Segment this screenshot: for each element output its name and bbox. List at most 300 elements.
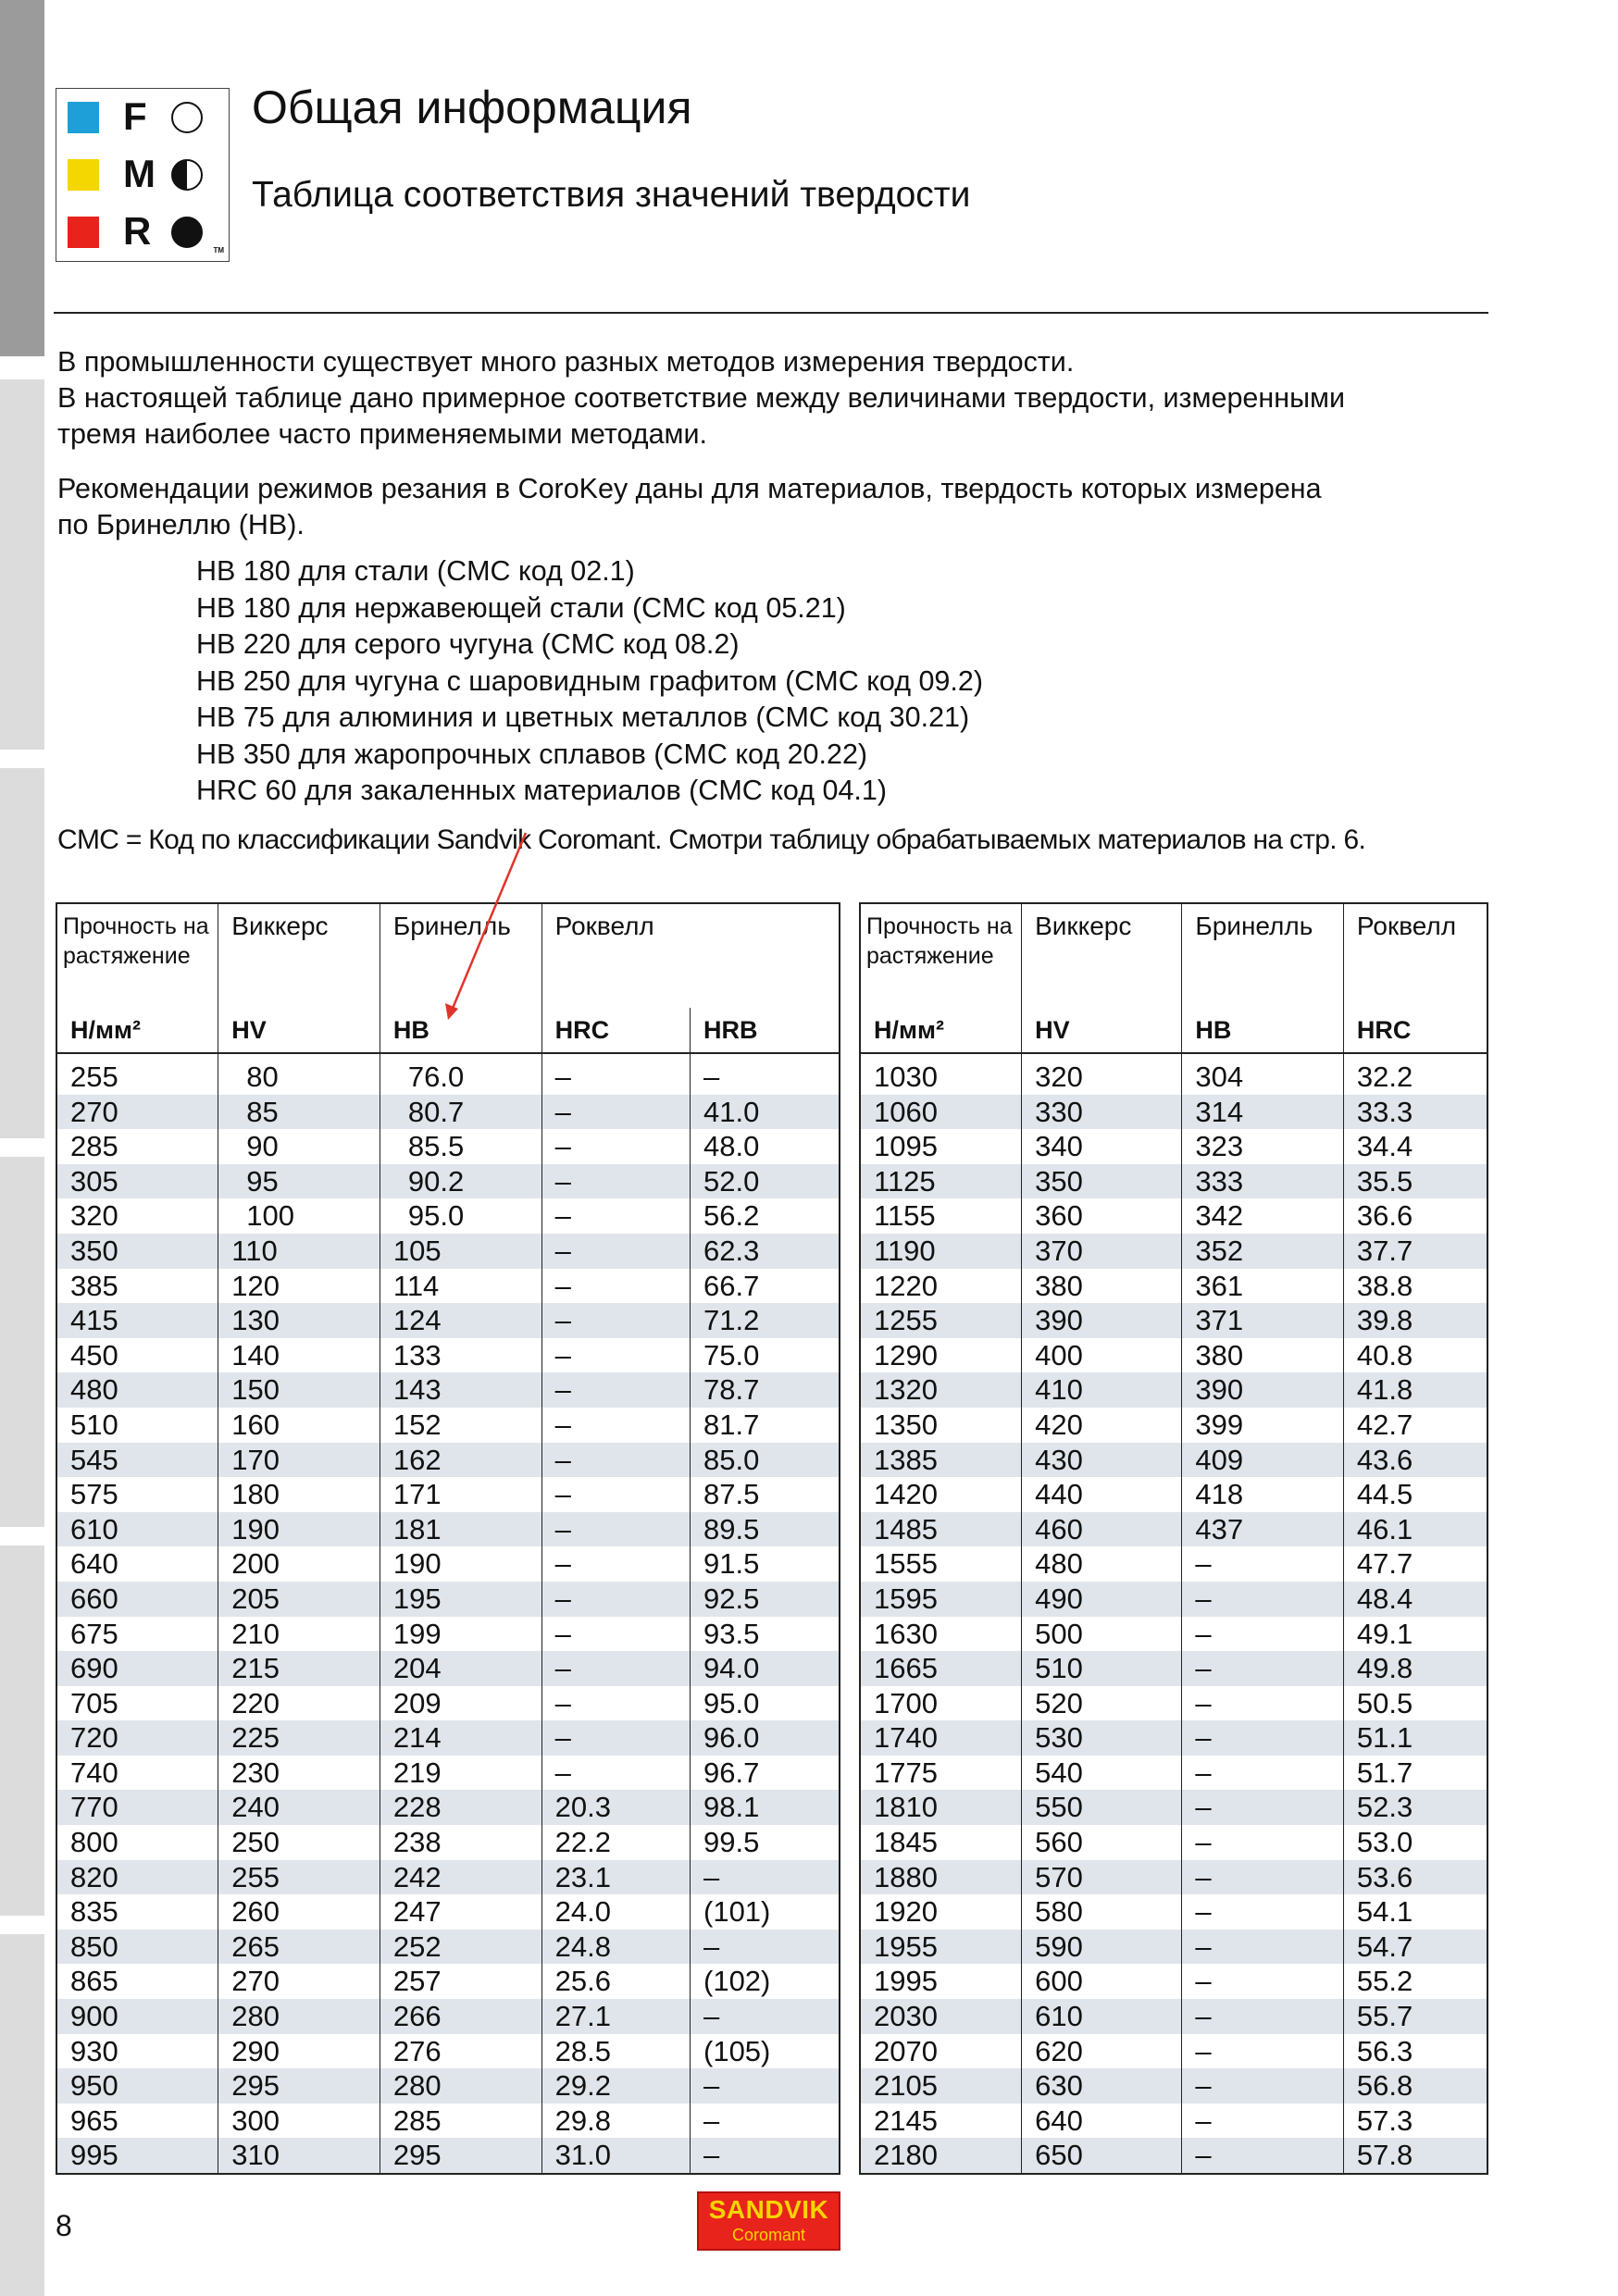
table-cell: 320: [70, 1199, 118, 1233]
table-cell: 100: [218, 1198, 380, 1234]
table-cell: 22.2: [541, 1825, 690, 1860]
table-cell: 620: [1022, 2034, 1182, 2069]
table-cell: 1255: [860, 1303, 1022, 1338]
header-vickers: Виккерс: [1022, 903, 1182, 1008]
table-cell: 255: [218, 1860, 380, 1895]
unit-header: HRC: [1343, 1008, 1487, 1053]
table-cell: 2070: [874, 2034, 938, 2067]
table-cell: –: [1182, 1894, 1344, 1930]
table-cell: 20.3: [541, 1790, 690, 1825]
table-cell: 52.0: [691, 1164, 840, 1199]
trademark-mark: TM: [213, 246, 224, 254]
table-cell: 2180: [860, 2138, 1022, 2174]
table-cell: 114: [380, 1269, 541, 1304]
table-cell: 705: [70, 1686, 118, 1719]
table-cell: –: [541, 1686, 690, 1721]
table-cell: 820: [56, 1860, 218, 1895]
table-cell: –: [541, 1234, 690, 1269]
table-cell: 371: [1182, 1303, 1344, 1338]
table-cell: 1190: [860, 1234, 1022, 1269]
table-cell: 53.6: [1343, 1860, 1487, 1895]
table-cell: 350: [56, 1234, 218, 1269]
table-cell: 720: [56, 1720, 218, 1756]
header-brinell: Бринелль: [1182, 903, 1344, 1008]
table-cell: –: [1182, 2138, 1344, 2174]
table-cell: 770: [56, 1790, 218, 1825]
table-cell: 190: [218, 1512, 380, 1547]
table-cell: 78.7: [691, 1372, 840, 1408]
table-cell: 52.3: [1343, 1790, 1487, 1825]
table-cell: 49.8: [1343, 1651, 1487, 1686]
table-cell: –: [1182, 1825, 1344, 1860]
table-cell: 330: [1022, 1095, 1182, 1130]
table-cell: 31.0: [541, 2138, 690, 2174]
table-cell: 56.8: [1343, 2068, 1487, 2104]
table-cell: 42.7: [1343, 1408, 1487, 1443]
table-cell: –: [541, 1164, 690, 1199]
table-cell: –: [691, 1999, 840, 2034]
table-cell: 110: [218, 1234, 380, 1269]
unit-header: HB: [1182, 1008, 1344, 1053]
table-cell: 53.0: [1343, 1825, 1487, 1860]
table-cell: 740: [70, 1756, 118, 1789]
table-cell: 285: [70, 1130, 118, 1163]
table-cell: 1290: [874, 1338, 938, 1371]
table-cell: 170: [218, 1443, 380, 1478]
table-cell: 27.1: [541, 1999, 690, 2034]
table-cell: 418: [1182, 1477, 1344, 1512]
table-cell: 300: [218, 2104, 380, 2139]
header-tensile: Прочность на растяжение: [866, 913, 1013, 969]
table-cell: –: [541, 1129, 690, 1164]
table-cell: 660: [56, 1582, 218, 1617]
table-cell: 204: [380, 1651, 541, 1686]
table-cell: 305: [56, 1164, 218, 1199]
unit-header: HRB: [691, 1008, 840, 1053]
table-cell: 450: [70, 1338, 118, 1371]
unit-header: Н/мм²: [56, 1008, 218, 1053]
table-cell: 200: [218, 1546, 380, 1582]
table-cell: 440: [1022, 1477, 1182, 1512]
table-cell: 33.3: [1343, 1095, 1487, 1130]
table-cell: 51.1: [1343, 1720, 1487, 1756]
cmc-list-item: HB 180 для нержавеющей стали (CMC код 05.21): [196, 591, 846, 624]
table-cell: –: [541, 1756, 690, 1791]
table-cell: 430: [1022, 1443, 1182, 1478]
table-cell: 54.7: [1343, 1930, 1487, 1965]
table-cell: 560: [1022, 1825, 1182, 1860]
table-cell: 580: [1022, 1894, 1182, 1930]
intro-line: В промышленности существует много разных методов измерения твердости.: [57, 346, 1075, 378]
table-cell: 850: [56, 1930, 218, 1965]
table-cell: 1995: [874, 1965, 938, 1998]
table-cell: 323: [1182, 1129, 1344, 1164]
table-cell: 1955: [860, 1930, 1022, 1965]
table-cell: 41.8: [1343, 1372, 1487, 1408]
header-rockwell: Роквелл: [541, 903, 840, 1008]
table-cell: 85.0: [691, 1443, 840, 1478]
table-cell: 140: [218, 1338, 380, 1373]
table-cell: 55.7: [1343, 1999, 1487, 2034]
table-cell: 350: [1022, 1164, 1182, 1199]
table-cell: 1060: [860, 1095, 1022, 1130]
table-cell: 1920: [874, 1895, 938, 1929]
table-cell: 23.1: [541, 1860, 690, 1895]
table-cell: –: [691, 2104, 840, 2139]
table-cell: 81.7: [691, 1408, 840, 1443]
table-cell: 400: [1022, 1338, 1182, 1373]
page-number: 8: [56, 2209, 72, 2242]
unit-header: HV: [1022, 1008, 1182, 1053]
table-cell: 92.5: [691, 1582, 840, 1617]
table-cell: 1485: [860, 1512, 1022, 1547]
table-cell: 675: [70, 1617, 118, 1650]
table-cell: 87.5: [691, 1477, 840, 1512]
table-cell: 650: [1022, 2138, 1182, 2174]
table-cell: 280: [218, 1999, 380, 2034]
table-cell: 40.8: [1343, 1338, 1487, 1373]
cmc-list-item: HB 250 для чугуна с шаровидным графитом (CMC код 09.2): [196, 664, 983, 697]
table-cell: 410: [1022, 1372, 1182, 1408]
table-cell: 96.0: [691, 1720, 840, 1756]
table-cell: –: [1182, 1999, 1344, 2034]
table-cell: 270: [56, 1095, 218, 1130]
table-cell: 90.2: [380, 1164, 541, 1199]
table-cell: –: [691, 1860, 840, 1895]
cmc-list-item: HB 220 для серого чугуна (CMC код 08.2): [196, 628, 740, 660]
table-cell: 270: [218, 1964, 380, 1999]
header-rockwell: Роквелл: [1343, 903, 1487, 1008]
table-cell: 530: [1022, 1720, 1182, 1756]
page-subtitle: Таблица соответствия значений твердости: [252, 175, 971, 215]
table-cell: 2030: [860, 1999, 1022, 2034]
table-cell: –: [1182, 2104, 1344, 2139]
table-cell: 143: [380, 1372, 541, 1408]
table-cell: 950: [56, 2068, 218, 2104]
table-cell: 600: [1022, 1964, 1182, 1999]
table-cell: 181: [380, 1512, 541, 1547]
table-cell: –: [541, 1338, 690, 1373]
cmc-footnote: CMC = Код по классификации Sandvik Coromant. Смотри таблицу обрабатываемых материалов на стр. 6.: [57, 825, 1366, 855]
table-cell: 44.5: [1343, 1477, 1487, 1512]
table-cell: 210: [218, 1617, 380, 1652]
table-cell: 95.0: [691, 1686, 840, 1721]
table-cell: 50.5: [1343, 1686, 1487, 1721]
table-cell: –: [541, 1546, 690, 1582]
table-cell: 47.7: [1343, 1546, 1487, 1582]
table-cell: 1555: [874, 1547, 938, 1581]
table-cell: 150: [218, 1372, 380, 1408]
table-cell: 91.5: [691, 1546, 840, 1582]
table-cell: 1155: [874, 1199, 936, 1233]
table-cell: 214: [380, 1720, 541, 1756]
table-cell: 24.8: [541, 1930, 690, 1965]
table-cell: 360: [1022, 1198, 1182, 1234]
table-cell: 48.4: [1343, 1582, 1487, 1617]
table-cell: 415: [56, 1303, 218, 1338]
table-cell: 209: [380, 1686, 541, 1721]
table-cell: –: [1182, 1686, 1344, 1721]
table-cell: 1420: [874, 1478, 938, 1511]
table-cell: 1740: [860, 1720, 1022, 1756]
table-cell: 965: [70, 2104, 118, 2137]
table-cell: (101): [691, 1894, 840, 1930]
table-cell: –: [1182, 1582, 1344, 1617]
table-cell: 57.3: [1343, 2104, 1487, 2139]
table-cell: 105: [380, 1234, 541, 1269]
intro-line: В настоящей таблице дано примерное соответствие между величинами твердости, измеренными: [57, 382, 1346, 414]
table-cell: 95: [218, 1164, 380, 1199]
table-cell: –: [541, 1477, 690, 1512]
table-cell: 340: [1022, 1129, 1182, 1164]
table-cell: 98.1: [691, 1790, 840, 1825]
table-cell: –: [541, 1617, 690, 1652]
table-cell: 1350: [874, 1408, 938, 1441]
table-cell: 420: [1022, 1408, 1182, 1443]
table-cell: 199: [380, 1617, 541, 1652]
table-cell: 95.0: [380, 1198, 541, 1234]
table-cell: 85: [218, 1095, 380, 1130]
table-cell: 545: [56, 1443, 218, 1478]
table-cell: –: [1182, 1964, 1344, 1999]
table-cell: 85.5: [380, 1129, 541, 1164]
table-cell: 1095: [874, 1130, 938, 1163]
table-cell: –: [541, 1408, 690, 1443]
table-cell: –: [1182, 2034, 1344, 2069]
table-cell: 51.7: [1343, 1756, 1487, 1791]
table-cell: 80: [218, 1053, 380, 1095]
table-cell: 295: [380, 2138, 541, 2174]
table-cell: 510: [1022, 1651, 1182, 1686]
table-cell: 220: [218, 1686, 380, 1721]
table-cell: 80.7: [380, 1095, 541, 1130]
table-cell: 28.5: [541, 2034, 690, 2069]
table-cell: 280: [380, 2068, 541, 2104]
table-cell: 75.0: [691, 1338, 840, 1373]
table-cell: –: [541, 1095, 690, 1130]
table-cell: –: [1182, 1546, 1344, 1582]
table-cell: 230: [218, 1756, 380, 1791]
table-cell: 93.5: [691, 1617, 840, 1652]
table-cell: 43.6: [1343, 1443, 1487, 1478]
table-cell: 630: [1022, 2068, 1182, 2104]
table-cell: 48.0: [691, 1129, 840, 1164]
logo-letter: R: [123, 209, 152, 253]
table-cell: 285: [380, 2104, 541, 2139]
table-cell: 90: [218, 1129, 380, 1164]
table-cell: 56.2: [691, 1198, 840, 1234]
table-cell: –: [691, 2138, 840, 2174]
table-cell: 800: [70, 1826, 118, 1859]
sandvik-coromant-logo: [697, 2191, 840, 2251]
table-cell: 460: [1022, 1512, 1182, 1547]
table-cell: –: [1182, 1651, 1344, 1686]
table-cell: 640: [70, 1547, 118, 1581]
table-cell: 99.5: [691, 1825, 840, 1860]
table-cell: 225: [218, 1720, 380, 1756]
table-cell: 255: [70, 1061, 118, 1093]
table-cell: 930: [70, 2034, 118, 2067]
table-cell: 380: [1182, 1338, 1344, 1373]
table-cell: 56.3: [1343, 2034, 1487, 2069]
table-cell: 480: [56, 1372, 218, 1408]
table-cell: 385: [70, 1269, 118, 1302]
table-cell: 120: [218, 1269, 380, 1304]
table-cell: 1595: [860, 1582, 1022, 1617]
table-cell: 96.7: [691, 1756, 840, 1791]
table-cell: 76.0: [380, 1053, 541, 1095]
table-cell: 24.0: [541, 1894, 690, 1930]
table-cell: 195: [380, 1582, 541, 1617]
table-cell: –: [541, 1372, 690, 1408]
table-cell: 247: [380, 1894, 541, 1930]
table-cell: 1320: [860, 1372, 1022, 1408]
header-tensile: Прочность на растяжение: [63, 913, 209, 969]
table-cell: 54.1: [1343, 1894, 1487, 1930]
logo-letter: F: [123, 94, 147, 138]
table-cell: 25.6: [541, 1964, 690, 1999]
table-cell: 690: [56, 1651, 218, 1686]
table-cell: 370: [1022, 1234, 1182, 1269]
table-cell: 130: [218, 1303, 380, 1338]
table-cell: 124: [380, 1303, 541, 1338]
table-cell: –: [541, 1720, 690, 1756]
cmc-list-item: HRC 60 для закаленных материалов (CMC код 04.1): [196, 775, 887, 806]
table-cell: 550: [1022, 1790, 1182, 1825]
table-cell: 314: [1182, 1095, 1344, 1130]
table-cell: 835: [70, 1895, 118, 1929]
table-cell: 361: [1182, 1269, 1344, 1304]
unit-header: HB: [380, 1008, 541, 1053]
page-title: Общая информация: [252, 81, 692, 133]
table-cell: –: [541, 1269, 690, 1304]
table-cell: –: [541, 1443, 690, 1478]
table-cell: 570: [1022, 1860, 1182, 1895]
table-cell: 162: [380, 1443, 541, 1478]
table-cell: –: [1182, 1617, 1344, 1652]
table-cell: 1125: [860, 1164, 1022, 1199]
table-cell: –: [541, 1198, 690, 1234]
table-cell: 46.1: [1343, 1512, 1487, 1547]
table-cell: 205: [218, 1582, 380, 1617]
table-cell: –: [541, 1651, 690, 1686]
table-cell: –: [541, 1303, 690, 1338]
cmc-list-item: HB 350 для жаропрочных сплавов (CMC код 20.22): [196, 738, 868, 770]
unit-header: HRC: [541, 1008, 690, 1053]
table-cell: 295: [218, 2068, 380, 2104]
table-cell: –: [541, 1512, 690, 1547]
table-cell: (105): [691, 2034, 840, 2069]
table-cell: 171: [380, 1477, 541, 1512]
table-cell: 250: [218, 1825, 380, 1860]
table-cell: 41.0: [691, 1095, 840, 1130]
table-cell: –: [691, 1053, 840, 1095]
table-cell: 590: [1022, 1930, 1182, 1965]
table-cell: 510: [70, 1408, 118, 1441]
table-cell: 490: [1022, 1582, 1182, 1617]
table-cell: 257: [380, 1964, 541, 1999]
arrow-line: [452, 833, 526, 1011]
table-cell: 38.8: [1343, 1269, 1487, 1304]
table-cell: 228: [380, 1790, 541, 1825]
table-cell: 1775: [874, 1756, 938, 1789]
table-cell: 437: [1182, 1512, 1344, 1547]
table-cell: 89.5: [691, 1512, 840, 1547]
table-cell: 276: [380, 2034, 541, 2069]
table-cell: 1630: [874, 1617, 938, 1650]
table-cell: –: [541, 1582, 690, 1617]
table-cell: 575: [70, 1478, 118, 1511]
table-cell: 29.8: [541, 2104, 690, 2139]
cmc-list-item: HB 75 для алюминия и цветных металлов (CMC код 30.21): [196, 701, 970, 733]
table-cell: 995: [56, 2138, 218, 2174]
table-cell: 266: [380, 1999, 541, 2034]
table-cell: 2145: [874, 2104, 938, 2137]
table-cell: –: [1182, 1930, 1344, 1965]
table-cell: 39.8: [1343, 1303, 1487, 1338]
table-cell: 242: [380, 1860, 541, 1895]
table-cell: 399: [1182, 1408, 1344, 1443]
cmc-list-item: HB 180 для стали (CMC код 02.1): [196, 555, 635, 587]
table-cell: 36.6: [1343, 1198, 1487, 1234]
table-cell: –: [1182, 1790, 1344, 1825]
table-cell: –: [691, 1930, 840, 1965]
table-cell: 35.5: [1343, 1164, 1487, 1199]
table-cell: 610: [1022, 1999, 1182, 2034]
table-cell: 160: [218, 1408, 380, 1443]
table-cell: 34.4: [1343, 1129, 1487, 1164]
table-cell: 500: [1022, 1617, 1182, 1652]
table-cell: 94.0: [691, 1651, 840, 1686]
table-cell: 1220: [874, 1269, 938, 1302]
table-cell: –: [1182, 1860, 1344, 1895]
table-cell: 1810: [860, 1790, 1022, 1825]
brand-name: SANDVIK: [708, 2195, 829, 2224]
table-cell: 62.3: [691, 1234, 840, 1269]
table-cell: 215: [218, 1651, 380, 1686]
table-cell: –: [541, 1053, 690, 1095]
table-cell: 352: [1182, 1234, 1344, 1269]
unit-header: Н/мм²: [860, 1008, 1022, 1053]
table-cell: 32.2: [1343, 1053, 1487, 1095]
table-cell: 265: [218, 1930, 380, 1965]
table-cell: 49.1: [1343, 1617, 1487, 1652]
table-cell: 1030: [874, 1061, 938, 1093]
table-cell: –: [1182, 2068, 1344, 2104]
table-cell: 1385: [860, 1443, 1022, 1478]
table-cell: (102): [691, 1964, 840, 1999]
header-brinell: Бринелль: [380, 903, 541, 1008]
table-cell: 520: [1022, 1686, 1182, 1721]
brand-subname: Coromant: [731, 2226, 806, 2244]
table-cell: 219: [380, 1756, 541, 1791]
table-cell: 190: [380, 1546, 541, 1582]
table-cell: 1700: [874, 1686, 938, 1719]
table-cell: 1665: [860, 1651, 1022, 1686]
table-cell: 333: [1182, 1164, 1344, 1199]
table-cell: 640: [1022, 2104, 1182, 2139]
table-cell: 240: [218, 1790, 380, 1825]
table-cell: 390: [1182, 1372, 1344, 1408]
table-cell: 409: [1182, 1443, 1344, 1478]
table-cell: 152: [380, 1408, 541, 1443]
table-cell: 480: [1022, 1546, 1182, 1582]
table-cell: 610: [56, 1512, 218, 1547]
table-cell: 310: [218, 2138, 380, 2174]
table-cell: 290: [218, 2034, 380, 2069]
logo-letter: M: [123, 152, 156, 195]
table-cell: 390: [1022, 1303, 1182, 1338]
